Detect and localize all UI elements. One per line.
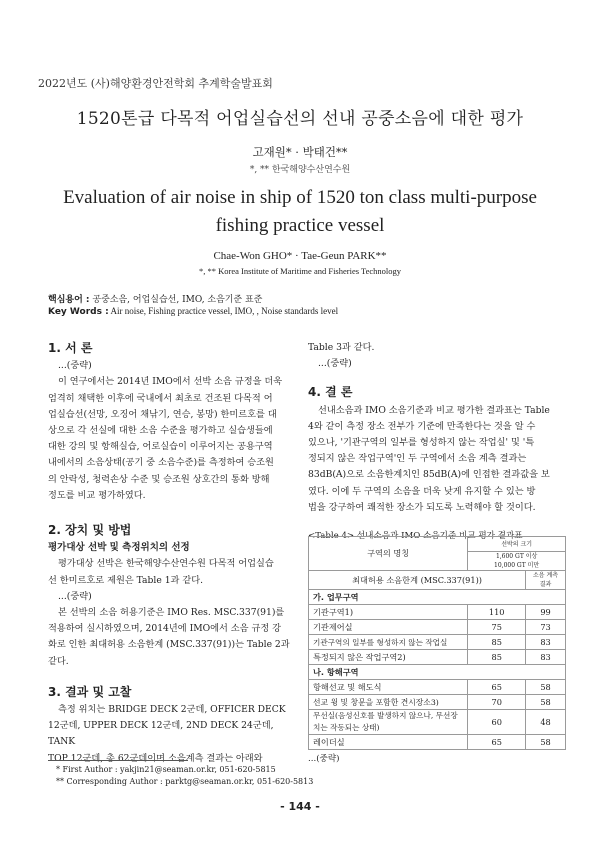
body-line: 내에서의 소음상태(공기 중 소음수준)를 측정하여 승조원 bbox=[48, 457, 274, 469]
authors-korean: 고재원* · 박태건** bbox=[252, 145, 348, 159]
body-line: 업실습선(선망, 오징어 채낚기, 연승, 봉망) 한미르호를 대 bbox=[48, 408, 277, 420]
section-4-heading: 4. 결 론 bbox=[308, 385, 353, 400]
keywords-korean bbox=[48, 292, 262, 305]
body-line: 이 연구에서는 2014년 IMO에서 선박 소음 규정을 더욱 bbox=[58, 376, 283, 388]
body-line: 선내소음과 IMO 소음기준과 비교 평가한 결과표는 Table bbox=[318, 404, 550, 416]
body-line: TOP 12군데, 총 62군데이며 소음계측 결과는 아래와 bbox=[48, 752, 263, 764]
table-row: 무선실(음성신호를 발생하지 않으나, 무선장치는 작동되는 상태) 60 48 bbox=[309, 710, 566, 735]
table-row: 기관제어실 75 73 bbox=[309, 620, 566, 635]
table-section-work: 가. 업무구역 bbox=[309, 590, 566, 605]
affiliation-korean: *, ** 한국해양수산연수원 bbox=[249, 165, 351, 175]
body-line: 12군데, UPPER DECK 12군데, 2ND DECK 24군데, TANK bbox=[48, 720, 274, 748]
page-number: - 144 - bbox=[280, 800, 320, 813]
omitted-text: ...(중략) bbox=[58, 360, 92, 372]
body-line: 대한 강의 및 항해실습, 어로실습이 이루어지는 공용구역 bbox=[48, 441, 273, 453]
body-line: 법을 강구하여 쾌적한 장소가 되도록 노력해야 할 것이다. bbox=[308, 501, 536, 513]
keywords-korean-label: 핵심용어 : bbox=[48, 295, 90, 305]
body-line: 상으로 각 선실에 대한 소음 수준을 평가하고 실습생들에 bbox=[48, 425, 273, 437]
table-row: 기관구역의 일부를 형성하지 않는 작업실 85 83 bbox=[309, 635, 566, 650]
keywords-english-text: Air noise, Fishing practice vessel, IMO, , Noise standards level bbox=[110, 306, 339, 316]
footnotes bbox=[56, 764, 313, 788]
table-row: 선교 윙 및 창문을 포함한 견시장소3) 70 58 bbox=[309, 695, 566, 710]
body-line: 같다. bbox=[48, 655, 69, 667]
authors-english: Chae-Won GHO* · Tae-Geun PARK** bbox=[213, 250, 387, 262]
right-column bbox=[308, 340, 566, 544]
table-header-limit: 최대허용 소음한계 (MSC.337(91)) bbox=[309, 571, 526, 590]
body-line: 83dB(A)으로 소음한계치인 85dB(A)에 인접한 결과값을 보 bbox=[308, 469, 550, 481]
affiliation-english: *, ** Korea Institute of Maritime and Fisheries Technology bbox=[198, 266, 402, 276]
body-line: 의 안락성, 청력손상 수준 및 승조원 상호간의 통화 방해 bbox=[48, 473, 270, 485]
body-line: 였다. 이에 두 구역의 소음을 더욱 낮게 유지할 수 있는 방 bbox=[308, 485, 536, 497]
table-row: 레이더실 65 58 bbox=[309, 735, 566, 750]
footnote-first-author: * First Author : yakjin21@seaman.or.kr, 051-620-5815 bbox=[56, 765, 276, 774]
body-line: 정도를 비교 평가하였다. bbox=[48, 489, 146, 501]
body-line: 엄격히 채택한 이후에 국내에서 최초로 건조된 다목적 어 bbox=[48, 392, 273, 404]
section-2-heading: 2. 장치 및 방법 bbox=[48, 523, 132, 538]
section-1-heading: 1. 서 론 bbox=[48, 341, 93, 355]
body-line: 4와 같이 측정 장소 전부가 기준에 만족한다는 것을 알 수 bbox=[308, 420, 536, 432]
body-line: 적용하여 실시하였으며, 2014년에 IMO에서 소음 규정 강 bbox=[48, 623, 282, 635]
omitted-text: ...(중략) bbox=[308, 754, 340, 764]
table-row: 기관구역1) 110 99 bbox=[309, 605, 566, 620]
keywords-korean-text: 공중소음, 어업실습선, IMO, 소음기준 표준 bbox=[92, 295, 263, 305]
table-section-navigation: 나. 항해구역 bbox=[309, 665, 566, 680]
section-2-subheading: 평가대상 선박 및 측정위치의 선정 bbox=[48, 542, 190, 554]
conference-header: 2022년도 (사)해양환경안전학회 추계학술발표회 bbox=[38, 77, 273, 90]
keywords-english-label: Key Words : bbox=[48, 307, 109, 317]
body-line: Table 3과 같다. bbox=[308, 342, 375, 353]
table-4-caption: <Table 4> 선내소음과 IMO 소음기준 비교 평가 결과표 bbox=[308, 531, 523, 542]
footnote-divider bbox=[48, 760, 188, 761]
left-column bbox=[48, 340, 300, 767]
footnote-corresponding-author: ** Corresponding Author : parktg@seaman.or.kr, 051-620-5813 bbox=[56, 777, 314, 786]
body-line: 정되지 않은 작업구역'인 두 구역에서 소음 계측 결과는 bbox=[308, 453, 527, 465]
section-1-body bbox=[48, 374, 300, 504]
omitted-text: ...(중략) bbox=[318, 358, 352, 370]
table-row: 특정되지 않은 작업구역2) 85 83 bbox=[309, 650, 566, 665]
table-row: 항해선교 및 해도식 65 58 bbox=[309, 680, 566, 695]
table-header-gt: 1,600 GT 이상 10,000 GT 미만 bbox=[468, 552, 566, 571]
section-3-heading: 3. 결과 및 고찰 bbox=[48, 684, 132, 699]
table-4 bbox=[308, 536, 566, 764]
keywords-english bbox=[48, 306, 338, 317]
table-header-result: 소음 계측 결과 bbox=[526, 571, 566, 590]
body-line: 평가대상 선박은 한국해양수산연수원 다목적 어업실습 bbox=[58, 558, 274, 570]
body-line: 선 한미르호로 제원은 Table 1과 같다. bbox=[48, 574, 204, 586]
body-line: 화로 인한 최대허용 소음한계 (MSC.337(91))는 Table 2과 bbox=[48, 639, 290, 651]
table-header-size: 선박의 크기 bbox=[468, 537, 566, 552]
omitted-text: ...(중략) bbox=[58, 590, 92, 602]
body-line: 측정 위치는 BRIDGE DECK 2군데, OFFICER DECK bbox=[58, 704, 286, 716]
section-4-body bbox=[308, 403, 566, 516]
body-line: 있으나, '기관구역의 일부를 형성하지 않는 작업실' 및 '특 bbox=[308, 437, 535, 449]
title-korean: 1520톤급 다목적 어업실습선의 선내 공중소음에 대한 평가 bbox=[76, 109, 524, 129]
table-header-area: 구역의 명칭 bbox=[309, 537, 468, 571]
body-line: 본 선박의 소음 허용기준은 IMO Res. MSC.337(91)를 bbox=[58, 607, 285, 619]
title-english: Evaluation of air noise in ship of 1520 ton class multi-purpose fishing practice vessel bbox=[63, 187, 537, 236]
